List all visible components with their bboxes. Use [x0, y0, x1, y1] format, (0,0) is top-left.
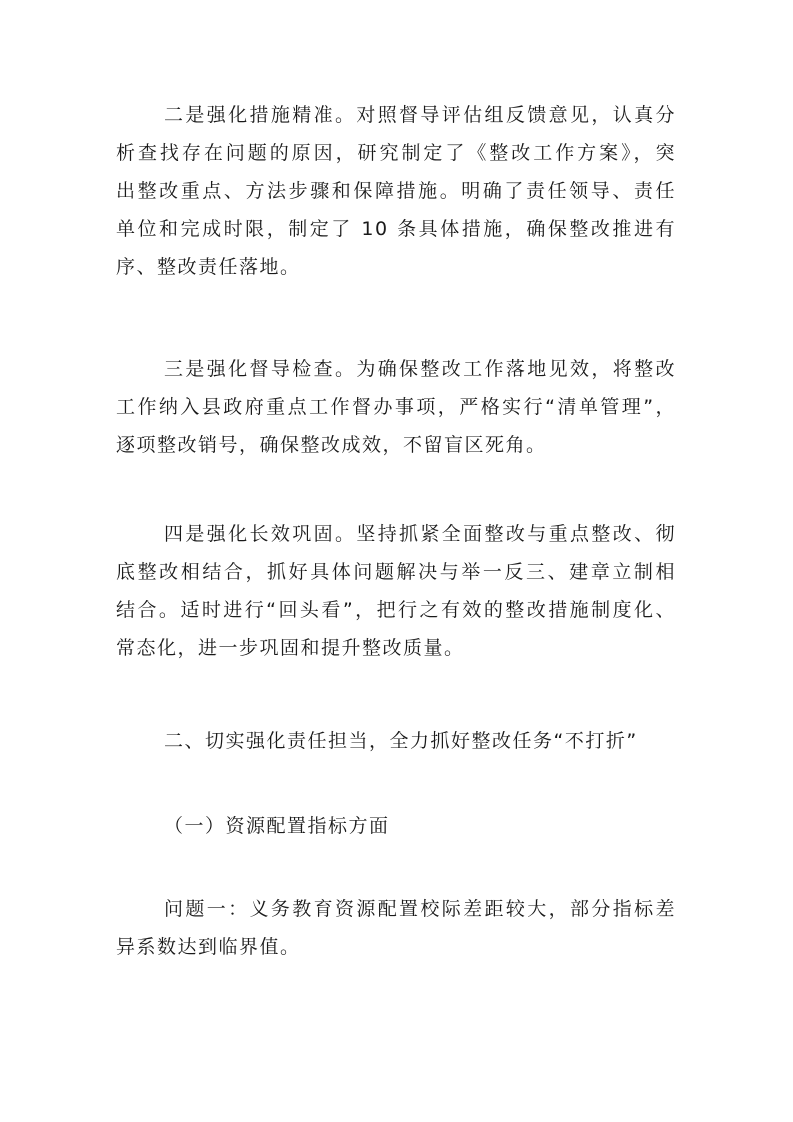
subsection-heading-1	[116, 807, 676, 845]
heading-line: 二、切实强化责任担当，全力抓好整改任务“不打折”	[164, 730, 638, 752]
text-line: 单位和完成时限，制定了 10 条具体措施，确保整改推进有	[116, 218, 676, 240]
text-line: 四是强化长效巩固。坚持抓紧全面整改与重点整改、彻	[164, 523, 676, 545]
text-line: 异系数达到临界值。	[116, 936, 301, 958]
text-line: 出整改重点、方法步骤和保障措施。明确了责任领导、责任	[116, 180, 676, 202]
text-line: 二是强化措施精准。对照督导评估组反馈意见，认真分	[164, 104, 676, 126]
paragraph-measures-precision	[116, 96, 676, 286]
text-line: 三是强化督导检查。为确保整改工作落地见效，将整改	[164, 358, 676, 380]
text-line: 结合。适时进行“回头看”，把行之有效的整改措施制度化、	[116, 599, 676, 621]
paragraph-long-term-consolidation	[116, 515, 676, 667]
text-line: 底整改相结合，抓好具体问题解决与举一反三、建章立制相	[116, 561, 676, 583]
text-line: 析查找存在问题的原因，研究制定了《整改工作方案》，突	[116, 142, 676, 164]
text-line: 工作纳入县政府重点工作督办事项，严格实行“清单管理”，	[116, 396, 676, 418]
text-line: 序、整改责任落地。	[116, 256, 301, 278]
text-line: 问题一：义务教育资源配置校际差距较大，部分指标差	[164, 898, 676, 920]
paragraph-supervision-inspection	[116, 350, 676, 464]
heading-line: （一）资源配置指标方面	[164, 815, 390, 837]
text-line: 常态化，进一步巩固和提升整改质量。	[116, 637, 465, 659]
text-line: 逐项整改销号，确保整改成效，不留盲区死角。	[116, 434, 547, 456]
section-heading-2	[116, 722, 676, 760]
paragraph-problem-one	[116, 890, 676, 966]
